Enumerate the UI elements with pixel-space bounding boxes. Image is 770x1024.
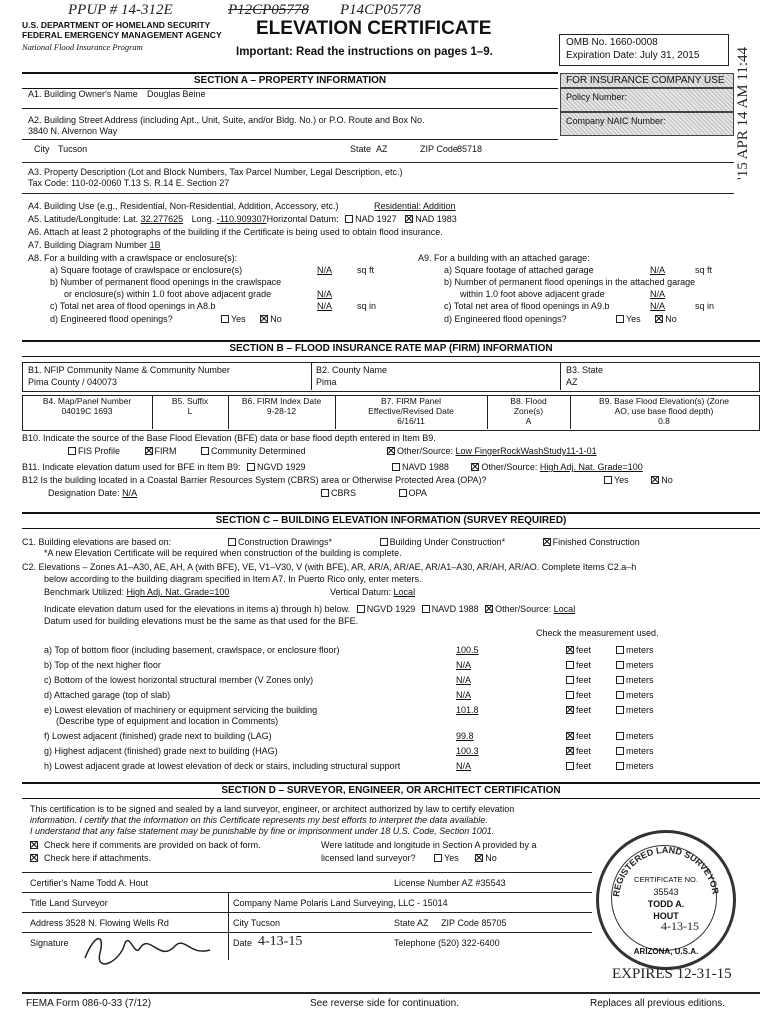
a1-owner-name[interactable]: Douglas Beine xyxy=(147,89,206,99)
handwritten-case-number: P14CP05778 xyxy=(340,2,421,18)
continuation-note: See reverse side for continuation. xyxy=(310,998,459,1009)
elevation-row-value[interactable]: N/A xyxy=(456,761,472,771)
under-construction-checkbox[interactable] xyxy=(380,538,388,546)
meters-option: meters xyxy=(616,690,654,700)
a5-row: A5. Latitude/Longitude: Lat. 32.277625 Long. -110.909307Horizontal Datum: NAD 1927 NAD 1983 xyxy=(28,214,457,224)
feet-option: feet xyxy=(566,660,591,670)
cert-para-3: I understand that any false statement may be punishable by fine or imprisonment under 18 U.S. Code, Section 1001. xyxy=(30,826,495,836)
seal-number: 35543 xyxy=(653,887,679,897)
b10-options: FIS Profile FIRM Community Determined xyxy=(68,446,306,456)
section-a-header: SECTION A – PROPERTY INFORMATION xyxy=(22,72,558,89)
a9c-value[interactable]: N/A xyxy=(650,301,666,311)
meters-option: meters xyxy=(616,761,654,771)
state-label: State xyxy=(350,144,372,154)
meters-checkbox[interactable] xyxy=(616,732,624,740)
c1-options: Construction Drawings* Building Under Construction* Finished Construction xyxy=(228,537,640,547)
designation-date[interactable]: N/A xyxy=(122,488,138,498)
feet-checkbox[interactable] xyxy=(566,732,574,740)
meters-checkbox[interactable] xyxy=(616,747,624,755)
certifier-title[interactable]: Land Surveyor xyxy=(49,898,108,908)
c2-label-2: below according to the building diagram specified in Item A7. In Puerto Rico only, enter meters. xyxy=(44,574,422,584)
b7-value[interactable]: 6/16/11 xyxy=(397,416,425,426)
meters-checkbox[interactable] xyxy=(616,661,624,669)
b10-label: B10. Indicate the source of the Base Flood Elevation (BFE) data or base flood depth entered in Item B9. xyxy=(22,433,436,443)
certifier-row: Certifier's Name Todd A. Hout xyxy=(30,878,149,888)
check-units-label: Check the measurement used. xyxy=(536,628,659,638)
certification-date[interactable]: 4-13-15 xyxy=(258,934,303,949)
b1-label: B1. NFIP Community Name & Community Number xyxy=(28,365,230,375)
b11-options: NAVD 1988 Other/Source: High Adj. Nat. Grade=100 xyxy=(392,462,643,472)
comments-check: Check here if comments are provided on back of form. xyxy=(30,840,261,850)
handwritten-permit-number: PPUP # 14-312E xyxy=(68,2,173,18)
section-c-header: SECTION C – BUILDING ELEVATION INFORMATION (SURVEY REQUIRED) xyxy=(22,512,760,529)
a8c-value[interactable]: N/A xyxy=(317,301,333,311)
section-d-header: SECTION D – SURVEYOR, ENGINEER, OR ARCHITECT CERTIFICATION xyxy=(22,782,760,799)
finished-construction-checkbox[interactable] xyxy=(543,538,551,546)
meters-checkbox[interactable] xyxy=(616,691,624,699)
meters-checkbox[interactable] xyxy=(616,676,624,684)
b2-label: B2. County Name xyxy=(316,365,388,375)
signature-label: Signature xyxy=(30,938,69,948)
page-title: ELEVATION CERTIFICATE xyxy=(256,18,492,39)
feet-option: feet xyxy=(566,705,591,715)
elevation-row-label: b) Top of the next higher floor xyxy=(44,660,161,670)
a8c-label: c) Total net area of flood openings in A8.b xyxy=(50,301,216,311)
a9d-options: Yes No xyxy=(616,314,677,324)
a9a-value[interactable]: N/A xyxy=(650,265,666,275)
b11-navd-checkbox[interactable] xyxy=(392,463,400,471)
elevation-row-value[interactable]: 100.3 xyxy=(456,746,479,756)
state-value[interactable]: AZ xyxy=(376,144,388,154)
elevation-row-label: d) Attached garage (top of slab) xyxy=(44,690,171,700)
elevation-row-label: a) Top of bottom floor (including basement, crawlspace, or enclosure floor) xyxy=(44,645,340,655)
meters-option: meters xyxy=(616,731,654,741)
b7-cell: B7. FIRM Panel Effective/Revised Date 6/16/11 xyxy=(335,396,487,426)
benchmark-value[interactable]: High Adj. Nat. Grade=100 xyxy=(126,587,230,597)
meters-checkbox[interactable] xyxy=(616,646,624,654)
vertical-datum-row: Vertical Datum: Local xyxy=(330,587,416,597)
feet-option: feet xyxy=(566,675,591,685)
zip-label: ZIP Code xyxy=(420,144,458,154)
elevation-row-value[interactable]: 101.8 xyxy=(456,705,479,715)
date-label: Date xyxy=(233,938,253,948)
b11-other-value[interactable]: High Adj. Nat. Grade=100 xyxy=(539,462,643,472)
title-row: Title Land Surveyor xyxy=(30,898,108,908)
a9d-label: d) Engineered flood openings? xyxy=(444,314,567,324)
b10-other: Other/Source: Low FingerRockWashStudy11-1-01 xyxy=(387,446,597,456)
a9-label: A9. For a building with an attached garage: xyxy=(418,253,590,263)
meters-option: meters xyxy=(616,746,654,756)
surveyor-seal xyxy=(596,830,736,970)
seal-name-2: HOUT xyxy=(653,911,679,921)
a7-diagram-number[interactable]: 1B xyxy=(149,240,161,250)
address-row: Address 3528 N. Flowing Wells Rd xyxy=(30,918,169,928)
elevation-row-label: e) Lowest elevation of machinery or equipment servicing the building xyxy=(44,705,318,715)
a2-address[interactable]: 3840 N. Alvernon Way xyxy=(28,126,118,136)
seal-bottom-text: ARIZONA, U.S.A. xyxy=(633,947,699,956)
city-value[interactable]: Tucson xyxy=(58,144,88,154)
seal-top-text: REGISTERED LAND SURVEYOR xyxy=(611,844,721,898)
a8a-label: a) Square footage of crawlspace or enclosure(s) xyxy=(50,265,243,275)
a6-label: A6. Attach at least 2 photographs of the building if the Certificate is being used to obtain flood insurance. xyxy=(28,227,443,237)
elevation-row-label-2: (Describe type of equipment and location in Comments) xyxy=(56,716,279,726)
company-name[interactable]: Polaris Land Surveying, LLC - 15014 xyxy=(300,898,448,908)
a9d-yes-checkbox[interactable] xyxy=(616,315,624,323)
seal-expiration: EXPIRES 12-31-15 xyxy=(612,966,732,982)
company-zip[interactable]: 85705 xyxy=(481,918,507,928)
elevation-row-value[interactable]: N/A xyxy=(456,660,472,670)
a9b-label-2: within 1.0 foot above adjacent grade xyxy=(460,289,605,299)
a4-value[interactable]: Residential: Addition xyxy=(374,201,456,211)
seal-name-1: TODD A. xyxy=(647,899,685,909)
b6-value[interactable]: 9-28-12 xyxy=(266,406,297,416)
elevation-row-label: g) Highest adjacent (finished) grade next to building (HAG) xyxy=(44,746,278,756)
feet-checkbox[interactable] xyxy=(566,762,574,770)
a2-label: A2. Building Street Address (including Apt., Unit, Suite, and/or Bldg. No.) or P.O. Route and Box No. xyxy=(28,115,425,125)
meters-option: meters xyxy=(616,675,654,685)
cbrs-checkbox[interactable] xyxy=(321,489,329,497)
company-row: Company Name Polaris Land Surveying, LLC - 15014 xyxy=(233,898,448,908)
elevation-row-label: c) Bottom of the lowest horizontal structural member (V Zones only) xyxy=(44,675,314,685)
a8b-label-1: b) Number of permanent flood openings in the crawlspace xyxy=(50,277,282,287)
license-number[interactable]: AZ #35543 xyxy=(461,878,506,888)
latlong-no-checkbox[interactable] xyxy=(475,854,483,862)
c2-other-checkbox[interactable] xyxy=(485,605,493,613)
feet-option: feet xyxy=(566,746,591,756)
a8c-unit: sq in xyxy=(357,301,377,311)
b12-no-checkbox[interactable] xyxy=(651,476,659,484)
company-address[interactable]: 3528 N. Flowing Wells Rd xyxy=(65,918,169,928)
elevation-row-value[interactable]: N/A xyxy=(456,690,472,700)
benchmark-row: Benchmark Utilized: High Adj. Nat. Grade=100 xyxy=(44,587,230,597)
community-determined-checkbox[interactable] xyxy=(201,447,209,455)
firm-checkbox[interactable] xyxy=(145,447,153,455)
company-telephone[interactable]: (520) 322-6400 xyxy=(438,938,500,948)
b12-yes-checkbox[interactable] xyxy=(604,476,612,484)
meters-option: meters xyxy=(616,645,654,655)
a7-row: A7. Building Diagram Number 1B xyxy=(28,240,161,250)
meters-option: meters xyxy=(616,705,654,715)
feet-checkbox[interactable] xyxy=(566,691,574,699)
form-number: FEMA Form 086-0-33 (7/12) xyxy=(26,998,152,1009)
a8a-unit: sq ft xyxy=(357,265,375,275)
a3-label: A3. Property Description (Lot and Block Numbers, Tax Parcel Number, Legal Description, etc.) xyxy=(28,167,403,177)
company-city[interactable]: Tucson xyxy=(250,918,281,928)
b11-row: B11. Indicate elevation datum used for BFE in Item B9: NGVD 1929 xyxy=(22,462,306,472)
agency-line-2: FEDERAL EMERGENCY MANAGEMENT AGENCY xyxy=(22,30,222,40)
signature-scribble[interactable] xyxy=(80,928,220,968)
elevation-row-value[interactable]: 100.5 xyxy=(456,645,479,655)
comments-checkbox[interactable] xyxy=(30,841,38,849)
omb-number: OMB No. 1660-0008 xyxy=(566,37,658,48)
b5-value[interactable]: L xyxy=(187,406,193,416)
c1-label: C1. Building elevations are based on: xyxy=(22,537,172,547)
important-note: Important: Read the instructions on pages 1–9. xyxy=(236,46,493,58)
b8-value[interactable]: A xyxy=(525,416,532,426)
cert-para-2: information. I certify that the information on this Certificate represents my best efforts to interpret the data available. xyxy=(30,815,488,825)
a8d-label: d) Engineered flood openings? xyxy=(50,314,173,324)
latlong-question-1: Were latitude and longitude in Section A provided by a xyxy=(321,840,537,850)
c2-label-1: C2. Elevations – Zones A1–A30, AE, AH, A (with BFE), VE, V1–V30, V (with BFE), AR, AR/A, AR/AE, AR/A1–A30, AR/AH, AR/AO. Complete Items C2.a–h xyxy=(22,562,637,572)
seal-date: 4-13-15 xyxy=(661,919,699,933)
b11-ngvd-checkbox[interactable] xyxy=(247,463,255,471)
a8d-options: Yes No xyxy=(221,314,282,324)
designation-row: Designation Date: N/A xyxy=(48,488,138,498)
feet-option: feet xyxy=(566,690,591,700)
feet-option: feet xyxy=(566,645,591,655)
seal-cert-label: CERTIFICATE NO. xyxy=(634,875,698,884)
omb-box xyxy=(559,34,729,66)
meters-option: meters xyxy=(616,660,654,670)
a8b-value[interactable]: N/A xyxy=(317,289,333,299)
nad1983-checkbox[interactable] xyxy=(405,215,413,223)
elevation-row-label: f) Lowest adjacent (finished) grade next to building (LAG) xyxy=(44,731,272,741)
elevation-row-value[interactable]: 99.8 xyxy=(456,731,474,741)
b9-cell: B9. Base Flood Elevation(s) (Zone AO, use base flood depth) 0.8 xyxy=(570,396,758,426)
company-state[interactable]: AZ xyxy=(417,918,429,928)
handwritten-struck-number: P12CP05778 xyxy=(228,2,309,18)
cert-para-1: This certification is to be signed and sealed by a land surveyor, engineer, or architect authorized by law to certify elevation xyxy=(30,804,515,814)
b9-value[interactable]: 0.8 xyxy=(658,416,670,426)
feet-checkbox[interactable] xyxy=(566,676,574,684)
cbrs-opa-options: CBRS OPA xyxy=(321,488,427,498)
indicate-datum-row: Indicate elevation datum used for the elevations in items a) through h) below. NGVD 1929 NAVD 1988 Other/Source: Local xyxy=(44,604,576,614)
feet-checkbox[interactable] xyxy=(566,646,574,654)
expiration-date: Expiration Date: July 31, 2015 xyxy=(566,50,700,61)
replaces-note: Replaces all previous editions. xyxy=(590,998,726,1009)
c2-navd-checkbox[interactable] xyxy=(422,605,430,613)
feet-option: feet xyxy=(566,731,591,741)
nad1927-checkbox[interactable] xyxy=(345,215,353,223)
a8a-value[interactable]: N/A xyxy=(317,265,333,275)
a8b-label-2: or enclosure(s) within 1.0 foot above adjacent grade xyxy=(64,289,272,299)
b3-value[interactable]: AZ xyxy=(566,377,578,387)
a8-label: A8. For a building with a crawlspace or enclosure(s): xyxy=(28,253,238,263)
a8d-yes-checkbox[interactable] xyxy=(221,315,229,323)
feet-checkbox[interactable] xyxy=(566,661,574,669)
a8d-no-checkbox[interactable] xyxy=(260,315,268,323)
b6-cell: B6. FIRM Index Date 9-28-12 xyxy=(228,396,335,416)
b4-value[interactable]: 04019C 1693 xyxy=(61,406,113,416)
zip-value[interactable]: 85718 xyxy=(457,144,483,154)
datum-note: Datum used for building elevations must be the same as that used for the BFE. xyxy=(44,616,359,626)
a3-value[interactable]: Tax Code: 110-02-0060 T.13 S. R.14 E. Section 27 xyxy=(28,178,230,188)
license-row: License Number AZ #35543 xyxy=(394,878,506,888)
attachments-check: Check here if attachments. xyxy=(30,853,151,863)
longitude-value[interactable]: -110.909307 xyxy=(216,214,267,224)
feet-checkbox[interactable] xyxy=(566,706,574,714)
a9b-value[interactable]: N/A xyxy=(650,289,666,299)
agency-line-1: U.S. DEPARTMENT OF HOMELAND SECURITY xyxy=(22,20,211,30)
program-name: National Flood Insurance Program xyxy=(22,42,143,52)
d-city-row: City Tucson xyxy=(233,918,281,928)
b1-value[interactable]: Pima County / 040073 xyxy=(28,377,118,387)
b11-other-checkbox[interactable] xyxy=(471,463,479,471)
elevation-row-label: h) Lowest adjacent grade at lowest elevation of deck or stairs, including structural support xyxy=(44,761,401,771)
feet-checkbox[interactable] xyxy=(566,747,574,755)
a9d-no-checkbox[interactable] xyxy=(655,315,663,323)
meters-checkbox[interactable] xyxy=(616,706,624,714)
a4-label: A4. Building Use (e.g., Residential, Non-Residential, Addition, Accessory, etc.) xyxy=(28,201,339,211)
feet-option: feet xyxy=(566,761,591,771)
b3-label: B3. State xyxy=(566,365,604,375)
insurance-use-header: FOR INSURANCE COMPANY USE xyxy=(560,73,734,88)
b10-other-value[interactable]: Low FingerRockWashStudy11-1-01 xyxy=(455,446,597,456)
a9b-label-1: b) Number of permanent flood openings in the attached garage xyxy=(444,277,696,287)
elevation-row-value[interactable]: N/A xyxy=(456,675,472,685)
construction-drawings-checkbox[interactable] xyxy=(228,538,236,546)
a9a-unit: sq ft xyxy=(695,265,713,275)
b4-cell: B4. Map/Panel Number 04019C 1693 xyxy=(22,396,152,416)
opa-checkbox[interactable] xyxy=(399,489,407,497)
certifier-name[interactable]: Todd A. Hout xyxy=(96,878,149,888)
a9c-unit: sq in xyxy=(695,301,715,311)
policy-number-field[interactable]: Policy Number: xyxy=(560,88,734,112)
b2-value[interactable]: Pima xyxy=(316,377,337,387)
section-b-header: SECTION B – FLOOD INSURANCE RATE MAP (FIRM) INFORMATION xyxy=(22,340,760,357)
latlong-yes-checkbox[interactable] xyxy=(434,854,442,862)
telephone-row: Telephone (520) 322-6400 xyxy=(394,938,500,948)
c2-other-value[interactable]: Local xyxy=(553,604,576,614)
city-label: City xyxy=(34,144,50,154)
vertical-datum-value[interactable]: Local xyxy=(393,587,416,597)
c2-ngvd-checkbox[interactable] xyxy=(357,605,365,613)
c1-note: *A new Elevation Certificate will be required when construction of the building is complete. xyxy=(44,548,402,558)
d-state-row: State AZ ZIP Code 85705 xyxy=(394,918,507,928)
naic-number-field[interactable]: Company NAIC Number: xyxy=(560,112,734,136)
b5-cell: B5. Suffix L xyxy=(152,396,228,416)
latlong-question-2: licensed land surveyor? Yes No xyxy=(321,853,497,863)
b12-options: Yes No xyxy=(604,475,673,485)
meters-checkbox[interactable] xyxy=(616,762,624,770)
b12-label: B12 Is the building located in a Coastal Barrier Resources System (CBRS) area or Otherwise Protected Area (OPA)? xyxy=(22,475,487,485)
fis-profile-checkbox[interactable] xyxy=(68,447,76,455)
a1-label: A1. Building Owner's Name xyxy=(28,89,138,99)
b10-other-checkbox[interactable] xyxy=(387,447,395,455)
a9c-label: c) Total net area of flood openings in A9.b xyxy=(444,301,610,311)
b8-cell: B8. Flood Zone(s) A xyxy=(487,396,570,426)
latitude-value[interactable]: 32.277625 xyxy=(140,214,184,224)
a9a-label: a) Square footage of attached garage xyxy=(444,265,594,275)
received-stamp: '15 APR 14 AM 11:44 xyxy=(735,46,751,180)
attachments-checkbox[interactable] xyxy=(30,854,38,862)
